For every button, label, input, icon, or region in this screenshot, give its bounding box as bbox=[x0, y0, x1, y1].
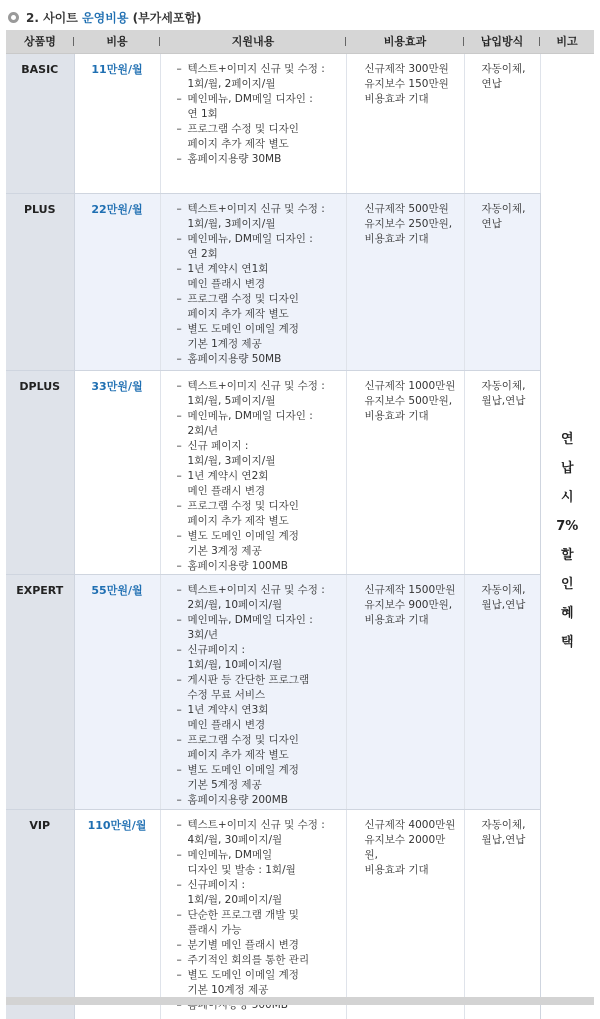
support-item-text: 신규페이지 : 1회/월, 10페이지/월 bbox=[187, 643, 283, 671]
header-effect: 비용효과 bbox=[346, 30, 464, 53]
support-item bbox=[177, 232, 344, 262]
support-item bbox=[177, 559, 344, 574]
section-title bbox=[26, 9, 202, 26]
support-item bbox=[177, 292, 344, 322]
support-item bbox=[177, 379, 344, 409]
plan-payment: 자동이체, 월납,연납 bbox=[464, 370, 540, 574]
support-item bbox=[177, 62, 344, 92]
support-item bbox=[177, 908, 344, 938]
support-item bbox=[177, 262, 344, 292]
title-prefix: 2. 사이트 bbox=[26, 10, 83, 25]
support-item bbox=[177, 848, 344, 878]
support-item-text: 홈페이지용량 50MB bbox=[187, 352, 282, 365]
section-heading bbox=[8, 8, 202, 26]
support-item-text: 텍스트+이미지 신규 및 수정 : 4회/월, 30페이지/월 bbox=[187, 818, 325, 846]
support-item-text: 분기별 메인 플래시 변경 bbox=[187, 938, 299, 951]
dash-bullet: – bbox=[176, 469, 182, 482]
support-item-text: 1년 계약시 연1회 메인 플래시 변경 bbox=[187, 262, 269, 290]
plan-price: 33만원/월 bbox=[74, 370, 160, 574]
support-item-text: 신규페이지 : 1회/월, 20페이지/월 bbox=[187, 878, 283, 906]
support-item-text: 메인메뉴, DM메일 디자인 : 2회/년 bbox=[187, 409, 313, 437]
dash-bullet: – bbox=[176, 763, 182, 776]
support-item bbox=[177, 878, 344, 908]
support-item-text: 별도 도메인 이메일 계정 기본 3계정 제공 bbox=[187, 529, 299, 557]
plan-support bbox=[160, 574, 346, 809]
support-item bbox=[177, 763, 344, 793]
support-item-text: 텍스트+이미지 신규 및 수정 : 1회/월, 2페이지/월 bbox=[187, 62, 325, 90]
plan-name: DPLUS bbox=[6, 370, 74, 574]
support-list bbox=[177, 202, 344, 367]
plan-payment: 자동이체, 월납,연납 bbox=[464, 809, 540, 1019]
support-item bbox=[177, 322, 344, 352]
table-bottom-bar bbox=[6, 997, 594, 1005]
plan-price: 22만원/월 bbox=[74, 193, 160, 370]
plan-support bbox=[160, 809, 346, 1019]
dash-bullet: – bbox=[176, 152, 182, 165]
support-item-text: 주기적인 회의를 통한 관리 bbox=[187, 953, 310, 966]
plan-effect: 신규제작 300만원 유지보수 150만원 비용효과 기대 bbox=[346, 53, 464, 193]
operating-cost-table bbox=[6, 30, 594, 1019]
plan-effect: 신규제작 1500만원 유지보수 900만원, 비용효과 기대 bbox=[346, 574, 464, 809]
title-highlight: 운영비용 bbox=[82, 10, 129, 25]
support-item bbox=[177, 733, 344, 763]
header-payment: 납입방식 bbox=[464, 30, 540, 53]
support-item bbox=[177, 202, 344, 232]
dash-bullet: – bbox=[176, 968, 182, 981]
support-item-text: 1년 계약시 연3회 메인 플래시 변경 bbox=[187, 703, 269, 731]
plan-name: PLUS bbox=[6, 193, 74, 370]
support-item-text: 프로그램 수정 및 디자인 페이지 추가 제작 별도 bbox=[187, 122, 299, 150]
dash-bullet: – bbox=[176, 908, 182, 921]
support-item bbox=[177, 409, 344, 439]
dash-bullet: – bbox=[176, 322, 182, 335]
dash-bullet: – bbox=[176, 643, 182, 656]
support-item bbox=[177, 643, 344, 673]
dash-bullet: – bbox=[176, 793, 182, 806]
dash-bullet: – bbox=[176, 703, 182, 716]
plan-support bbox=[160, 53, 346, 193]
support-item-text: 메인메뉴, DM메일 디자인 및 발송 : 1회/월 bbox=[187, 848, 296, 876]
support-item-text: 1년 계약시 연2회 메인 플래시 변경 bbox=[187, 469, 269, 497]
plan-payment: 자동이체, 연납 bbox=[464, 53, 540, 193]
dash-bullet: – bbox=[176, 938, 182, 951]
support-item-text: 텍스트+이미지 신규 및 수정 : 1회/월, 3페이지/월 bbox=[187, 202, 325, 230]
support-item-text: 홈페이지용량 100MB bbox=[187, 559, 288, 572]
plan-row-basic bbox=[6, 53, 594, 193]
dash-bullet: – bbox=[176, 62, 182, 75]
support-item-text: 단순한 프로그램 개발 및 플래시 가능 bbox=[187, 908, 299, 936]
dash-bullet: – bbox=[176, 878, 182, 891]
dash-bullet: – bbox=[176, 953, 182, 966]
dash-bullet: – bbox=[176, 583, 182, 596]
annual-discount-note: 연 납 시 7% 할 인 혜 택 bbox=[540, 53, 594, 1019]
plan-support bbox=[160, 193, 346, 370]
support-item bbox=[177, 968, 344, 998]
dash-bullet: – bbox=[176, 202, 182, 215]
dash-bullet: – bbox=[176, 409, 182, 422]
support-item bbox=[177, 703, 344, 733]
plan-row-vip bbox=[6, 809, 594, 1019]
dash-bullet: – bbox=[176, 439, 182, 452]
support-item-text: 프로그램 수정 및 디자인 페이지 추가 제작 별도 bbox=[187, 292, 299, 320]
circle-bullet-icon bbox=[8, 12, 19, 23]
plan-name: BASIC bbox=[6, 53, 74, 193]
plan-name: EXPERT bbox=[6, 574, 74, 809]
support-item-text: 프로그램 수정 및 디자인 페이지 추가 제작 별도 bbox=[187, 499, 299, 527]
dash-bullet: – bbox=[176, 818, 182, 831]
support-item bbox=[177, 352, 344, 367]
plan-price: 110만원/월 bbox=[74, 809, 160, 1019]
dash-bullet: – bbox=[176, 292, 182, 305]
header-note: 비고 bbox=[540, 30, 594, 53]
plan-effect: 신규제작 500만원 유지보수 250만원, 비용효과 기대 bbox=[346, 193, 464, 370]
dash-bullet: – bbox=[176, 529, 182, 542]
support-item bbox=[177, 122, 344, 152]
plan-payment: 자동이체, 연납 bbox=[464, 193, 540, 370]
dash-bullet: – bbox=[176, 559, 182, 572]
support-item bbox=[177, 92, 344, 122]
plan-row-dplus bbox=[6, 370, 594, 574]
support-item bbox=[177, 529, 344, 559]
dash-bullet: – bbox=[176, 733, 182, 746]
support-item-text: 별도 도메인 이메일 계정 기본 10계정 제공 bbox=[187, 968, 299, 996]
support-item-text: 별도 도메인 이메일 계정 기본 1계정 제공 bbox=[187, 322, 299, 350]
dash-bullet: – bbox=[176, 352, 182, 365]
support-list bbox=[177, 818, 344, 1013]
plan-price: 11만원/월 bbox=[74, 53, 160, 193]
support-item bbox=[177, 439, 344, 469]
dash-bullet: – bbox=[176, 848, 182, 861]
dash-bullet: – bbox=[176, 232, 182, 245]
support-item bbox=[177, 152, 344, 167]
header-row bbox=[6, 30, 594, 53]
support-item-text: 홈페이지용량 200MB bbox=[187, 793, 288, 806]
plan-effect: 신규제작 4000만원 유지보수 2000만원, 비용효과 기대 bbox=[346, 809, 464, 1019]
support-item-text: 텍스트+이미지 신규 및 수정 : 1회/월, 5페이지/월 bbox=[187, 379, 325, 407]
support-item bbox=[177, 673, 344, 703]
support-item bbox=[177, 613, 344, 643]
support-item bbox=[177, 499, 344, 529]
support-item-text: 신규 페이지 : 1회/월, 3페이지/월 bbox=[187, 439, 276, 467]
dash-bullet: – bbox=[176, 122, 182, 135]
support-item bbox=[177, 583, 344, 613]
header-price: 비용 bbox=[74, 30, 160, 53]
header-name: 상품명 bbox=[6, 30, 74, 53]
support-item bbox=[177, 469, 344, 499]
support-item-text: 별도 도메인 이메일 계정 기본 5계정 제공 bbox=[187, 763, 299, 791]
support-item-text: 메인메뉴, DM메일 디자인 : 연 1회 bbox=[187, 92, 313, 120]
support-item bbox=[177, 793, 344, 808]
plan-effect: 신규제작 1000만원 유지보수 500만원, 비용효과 기대 bbox=[346, 370, 464, 574]
support-item-text: 메인메뉴, DM메일 디자인 : 연 2회 bbox=[187, 232, 313, 260]
support-list bbox=[177, 379, 344, 574]
plan-support bbox=[160, 370, 346, 574]
support-item bbox=[177, 953, 344, 968]
support-item bbox=[177, 818, 344, 848]
plan-name: VIP bbox=[6, 809, 74, 1019]
support-item-text: 메인메뉴, DM메일 디자인 : 3회/년 bbox=[187, 613, 313, 641]
support-item-text: 게시판 등 간단한 프로그램 수정 무료 서비스 bbox=[187, 673, 310, 701]
support-item-text: 프로그램 수정 및 디자인 페이지 추가 제작 별도 bbox=[187, 733, 299, 761]
support-item-text: 홈페이지용량 30MB bbox=[187, 152, 282, 165]
plan-row-plus bbox=[6, 193, 594, 370]
dash-bullet: – bbox=[176, 499, 182, 512]
dash-bullet: – bbox=[176, 613, 182, 626]
title-suffix: (부가세포함) bbox=[128, 10, 202, 25]
dash-bullet: – bbox=[176, 379, 182, 392]
support-item-text: 텍스트+이미지 신규 및 수정 : 2회/월, 10페이지/월 bbox=[187, 583, 325, 611]
support-list bbox=[177, 583, 344, 808]
plan-price: 55만원/월 bbox=[74, 574, 160, 809]
plan-payment: 자동이체, 월납,연납 bbox=[464, 574, 540, 809]
dash-bullet: – bbox=[176, 673, 182, 686]
support-list bbox=[177, 62, 344, 167]
dash-bullet: – bbox=[176, 92, 182, 105]
support-item bbox=[177, 938, 344, 953]
dash-bullet: – bbox=[176, 262, 182, 275]
plan-row-expert bbox=[6, 574, 594, 809]
header-support: 지원내용 bbox=[160, 30, 346, 53]
